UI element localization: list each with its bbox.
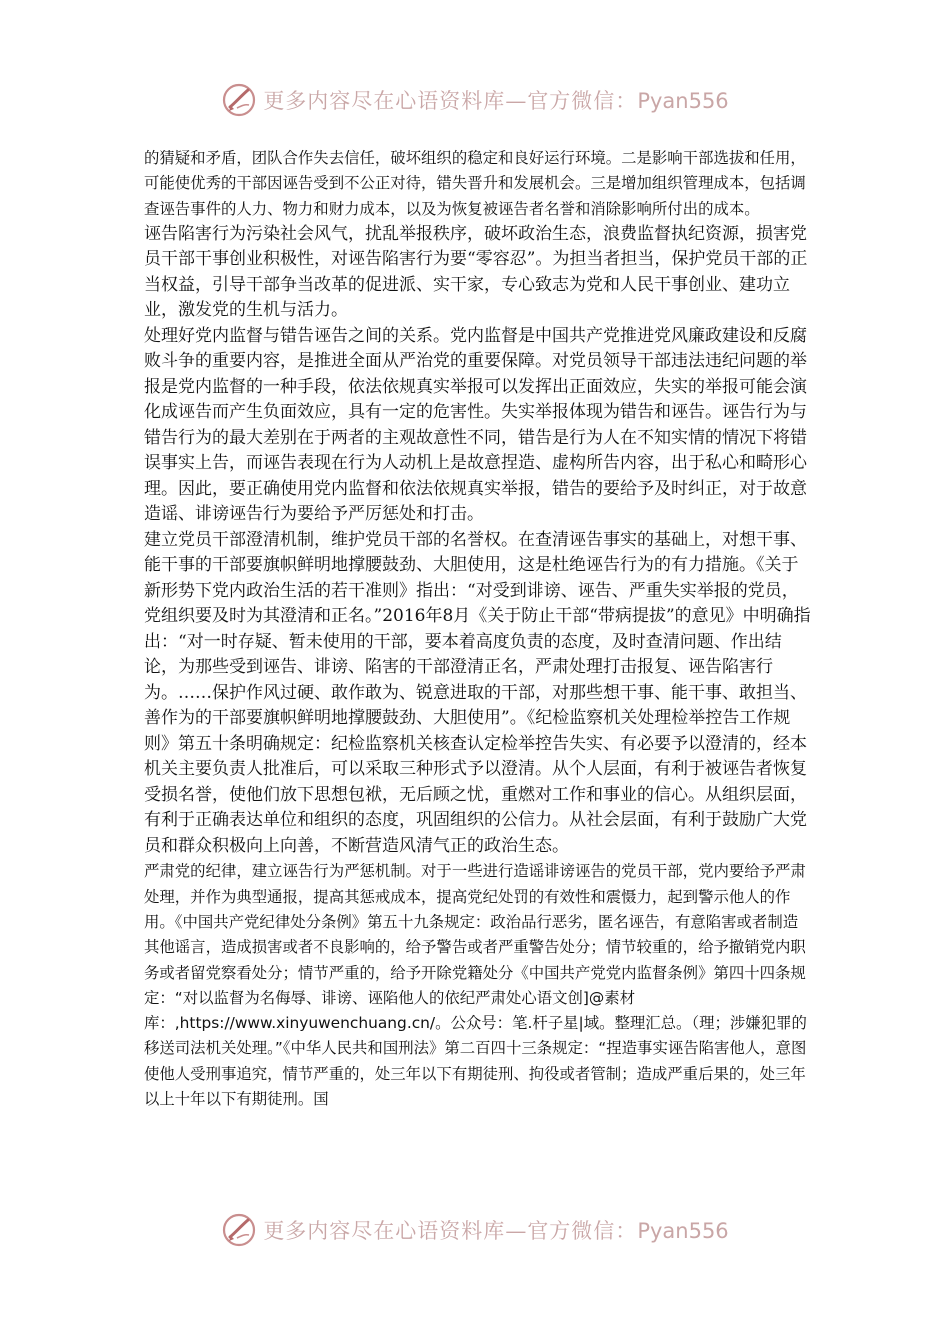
banner-text: [263, 85, 728, 115]
footer-watermark-banner: [0, 1208, 950, 1252]
banner-wechat-id: Pyan556: [637, 89, 729, 113]
paragraph-zero-tolerance: 诬告陷害行为污染社会风气，扰乱举报秩序，破坏政治生态，浪费监督执纪资源，损害党员干部干事创业积极性，对诬告陷害行为要“零容忍”。为担当者担当，保护党员干部的正当权益，引导干部争当改革的促进派、实干家，专心致志为党和人民干事创业、建功立业，激发党的生机与活力。: [144, 223, 808, 321]
banner-main-text: 更多内容尽在心语资料库: [263, 89, 506, 113]
paragraph-consequences: 的猜疑和矛盾，团队合作失去信任，破坏组织的稳定和良好运行环境。二是影响干部选拔和任用，可能使优秀的干部因诬告受到不公正对待，错失晋升和发展机会。三是增加组织管理成本，包括调查诬告事件的人力、物力和财力成本，以及为恢复被诬告者名誉和消除影响所付出的成本。: [144, 149, 806, 218]
banner-main-text: 更多内容尽在心语资料库: [263, 1219, 506, 1243]
banner-official-text: 官方微信：: [527, 89, 638, 113]
banner-wechat-id: Pyan556: [637, 1219, 729, 1243]
header-watermark-banner: [0, 78, 950, 122]
paragraph-clarification-mechanism: 建立党员干部澄清机制，维护党员干部的名誉权。在查清诬告事实的基础上，对想干事、能干事的干部要旗帜鲜明地撑腰鼓劲、大胆使用，这是杜绝诬告行为的有力措施。《关于新形势下党内政治生活的若干准则》指出：“对受到诽谤、诬告、严重失实举报的党员，党组织要及时为其澄清和正名。”2016年8月《关于防止干部“带病提拔”的意见》中明确指出：“对一时存疑、暂未使用的干部，要本着高度负责的态度，及时查清问题、作出结论，为那些受到诬告、诽谤、陷害的干部澄清正名，严肃处理打击报复、诬告陷害行为。……保护作风过硬、敢作敢为、锐意进取的干部，对那些想干事、能干事、敢担当、善作为的干部要旗帜鲜明地撑腰鼓劲、大胆使用”。《纪检监察机关处理检举控告工作规则》第五十条明确规定：纪检监察机关核查认定检举控告失实、有必要予以澄清的，经本机关主要负责人批准后，可以采取三种形式予以澄清。从个人层面，有利于被诬告者恢复受损名誉，使他们放下思想包袱，无后顾之忧，重燃对工作和事业的信心。从组织层面，有利于正确表达单位和组织的态度，巩固组织的公信力。从社会层面，有利于鼓励广大党员和群众积极向上向善，不断营造风清气正的政治生态。: [144, 529, 811, 856]
pen-logo-icon: [221, 82, 257, 118]
body-text: [144, 146, 812, 1112]
banner-text: [263, 1215, 728, 1245]
banner-dash: —: [505, 1219, 528, 1243]
pen-logo-icon: [221, 1212, 257, 1248]
paragraph-supervision-relation: 处理好党内监督与错告诬告之间的关系。党内监督是中国共产党推进党风廉政建设和反腐败斗争的重要内容，是推进全面从严治党的重要保障。对党员领导干部违法违纪问题的举报是党内监督的一种手段，依法依规真实举报可以发挥出正面效应，失实的举报可能会演化成诬告而产生负面效应，具有一定的危害性。失实举报体现为错告和诬告。诬告行为与错告行为的最大差别在于两者的主观故意性不同，错告是行为人在不知实情的情况下将错误事实上告，而诬告表现在行为人动机上是故意捏造、虚构所告内容，出于私心和畸形心理。因此，要正确使用党内监督和依法依规真实举报，错告的要给予及时纠正，对于故意造谣、诽谤诬告行为要给予严厉惩处和打击。: [144, 325, 807, 525]
paragraph-punishment-mechanism: 严肃党的纪律，建立诬告行为严惩机制。对于一些进行造谣诽谤诬告的党员干部，党内要给予严肃处理，并作为典型通报，提高其惩戒成本，提高党纪处罚的有效性和震慑力，起到警示他人的作用。《中国共产党纪律处分条例》第五十九条规定：政治品行恶劣，匿名诬告，有意陷害或者制造其他谣言，造成损害或者不良影响的，给予警告或者严重警告处分；情节较重的，给予撤销党内职务或者留党察看处分；情节严重的，给予开除党籍处分《中国共产党党内监督条例》第四十四条规定：“对以监督为名侮辱、诽谤、诬陷他人的依纪严肃处心语文创]@素材库：,https://www.xinyuwenchuang.cn/。公众号：笔.杆子星|域。整理汇总。（理；涉嫌犯罪的移送司法机关处理。”《中华人民共和国刑法》第二百四十三条规定：“捏造事实诬告陷害他人，意图使他人受刑事追究，情节严重的，处三年以下有期徒刑、拘役或者管制；造成严重后果的，处三年以上十年以下有期徒刑。国: [144, 862, 807, 1109]
banner-official-text: 官方微信：: [527, 1219, 638, 1243]
banner-dash: —: [505, 89, 528, 113]
